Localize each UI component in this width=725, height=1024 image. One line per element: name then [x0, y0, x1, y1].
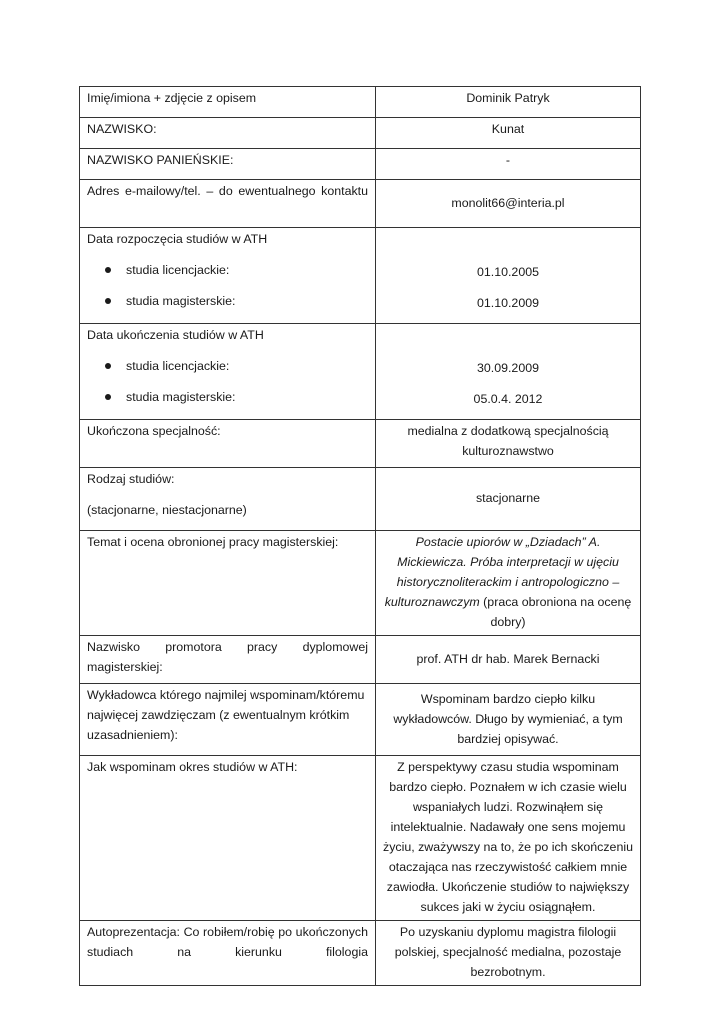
bullet-icon	[105, 267, 111, 273]
value-maiden-name: -	[376, 149, 641, 180]
thesis-grade: (praca obroniona na ocenę dobry)	[479, 595, 632, 629]
start-bachelor-date: 01.10.2005	[476, 265, 539, 279]
label-supervisor	[80, 636, 376, 684]
value-thesis	[376, 531, 641, 636]
row-thesis	[80, 531, 641, 636]
row-email	[80, 180, 641, 228]
supervisor-label-text: Nazwisko promotora pracy dyplomowej magisterskiej:	[87, 640, 368, 674]
spacer	[382, 336, 634, 347]
end-master-date: 05.0.4. 2012	[473, 392, 543, 406]
label-thesis: Temat i ocena obronionej pracy magisterskiej:	[80, 531, 376, 636]
study-start-title: Data rozpoczęcia studiów w ATH	[87, 232, 268, 246]
value-lecturer: Wspominam bardzo ciepło kilku wykładowców. Długo by wymieniać, a tym bardziej opisywać.	[376, 684, 641, 756]
value-surname: Kunat	[376, 118, 641, 149]
row-study-start	[80, 228, 641, 324]
label-surname: NAZWISKO:	[80, 118, 376, 149]
value-self-presentation: Po uzyskaniu dyplomu magistra filologii polskiej, specjalność medialna, pozostaje bezrobotnym.	[376, 921, 641, 986]
row-memories	[80, 756, 641, 921]
bullet-label: studia magisterskie:	[126, 390, 236, 404]
row-study-type	[80, 468, 641, 531]
row-study-end	[80, 324, 641, 420]
row-self-presentation	[80, 921, 641, 986]
value-memories: Z perspektywy czasu studia wspominam bardzo ciepło. Poznałem w ich czasie wielu wspaniałych ludzi. Rozwinąłem się intelektualnie. Nadawały one sens mojemu życiu, zważywszy na to, że po ich skończeniu otaczająca nas rzeczywistość całkiem mnie zawiodła. Ukończenie studiów to największy sukces jaki w życiu osiągnąłem.	[376, 756, 641, 921]
value-study-start	[376, 228, 641, 324]
row-maiden-name	[80, 149, 641, 180]
row-surname	[80, 118, 641, 149]
row-name	[80, 87, 641, 118]
bullet-icon	[105, 363, 111, 369]
start-master-date: 01.10.2009	[476, 296, 539, 310]
bullet-label: studia magisterskie:	[126, 294, 236, 308]
value-email: monolit66@interia.pl	[376, 180, 641, 228]
list-item	[87, 356, 368, 376]
label-specialty: Ukończona specjalność:	[80, 420, 376, 468]
end-bachelor-date: 30.09.2009	[476, 361, 539, 375]
study-end-title: Data ukończenia studiów w ATH	[87, 328, 264, 342]
bullet-icon	[105, 298, 111, 304]
label-lecturer: Wykładowca którego najmilej wspominam/któremu najwięcej zawdzięczam (z ewentualnym krótkim uzasadnieniem):	[80, 684, 376, 756]
list-item	[87, 291, 368, 311]
label-email: Adres e-mailowy/tel. – do ewentualnego kontaktu	[80, 180, 376, 228]
value-supervisor: prof. ATH dr hab. Marek Bernacki	[376, 636, 641, 684]
study-start-list	[87, 260, 368, 311]
spacer	[382, 240, 634, 251]
row-supervisor	[80, 636, 641, 684]
study-type-note: (stacjonarne, niestacjonarne)	[87, 503, 247, 517]
list-item	[87, 260, 368, 280]
value-study-end	[376, 324, 641, 420]
list-item	[87, 387, 368, 407]
bullet-label: studia licencjackie:	[126, 263, 230, 277]
label-name: Imię/imiona + zdjęcie z opisem	[80, 87, 376, 118]
label-study-type	[80, 468, 376, 531]
bullet-label: studia licencjackie:	[126, 359, 230, 373]
study-type-title: Rodzaj studiów:	[87, 472, 175, 486]
value-name: Dominik Patryk	[376, 87, 641, 118]
bullet-icon	[105, 394, 111, 400]
label-study-end	[80, 324, 376, 420]
label-memories: Jak wspominam okres studiów w ATH:	[80, 756, 376, 921]
self-label-text: Autoprezentacja: Co robiłem/robię po ukończonych studiach na kierunku filologia	[87, 925, 368, 959]
label-maiden-name: NAZWISKO PANIEŃSKIE:	[80, 149, 376, 180]
value-study-type: stacjonarne	[376, 468, 641, 531]
label-self-presentation	[80, 921, 376, 986]
row-lecturer	[80, 684, 641, 756]
row-specialty	[80, 420, 641, 468]
label-study-start	[80, 228, 376, 324]
study-end-list	[87, 356, 368, 407]
value-specialty: medialna z dodatkową specjalnością kulturoznawstwo	[376, 420, 641, 468]
thesis-title: Postacie upiorów w „Dziadach” A. Mickiewicza. Próba interpretacji w ujęciu historycznoliterackim i antropologiczno –kulturoznawczym	[384, 535, 620, 609]
graduate-profile-table	[79, 86, 641, 986]
